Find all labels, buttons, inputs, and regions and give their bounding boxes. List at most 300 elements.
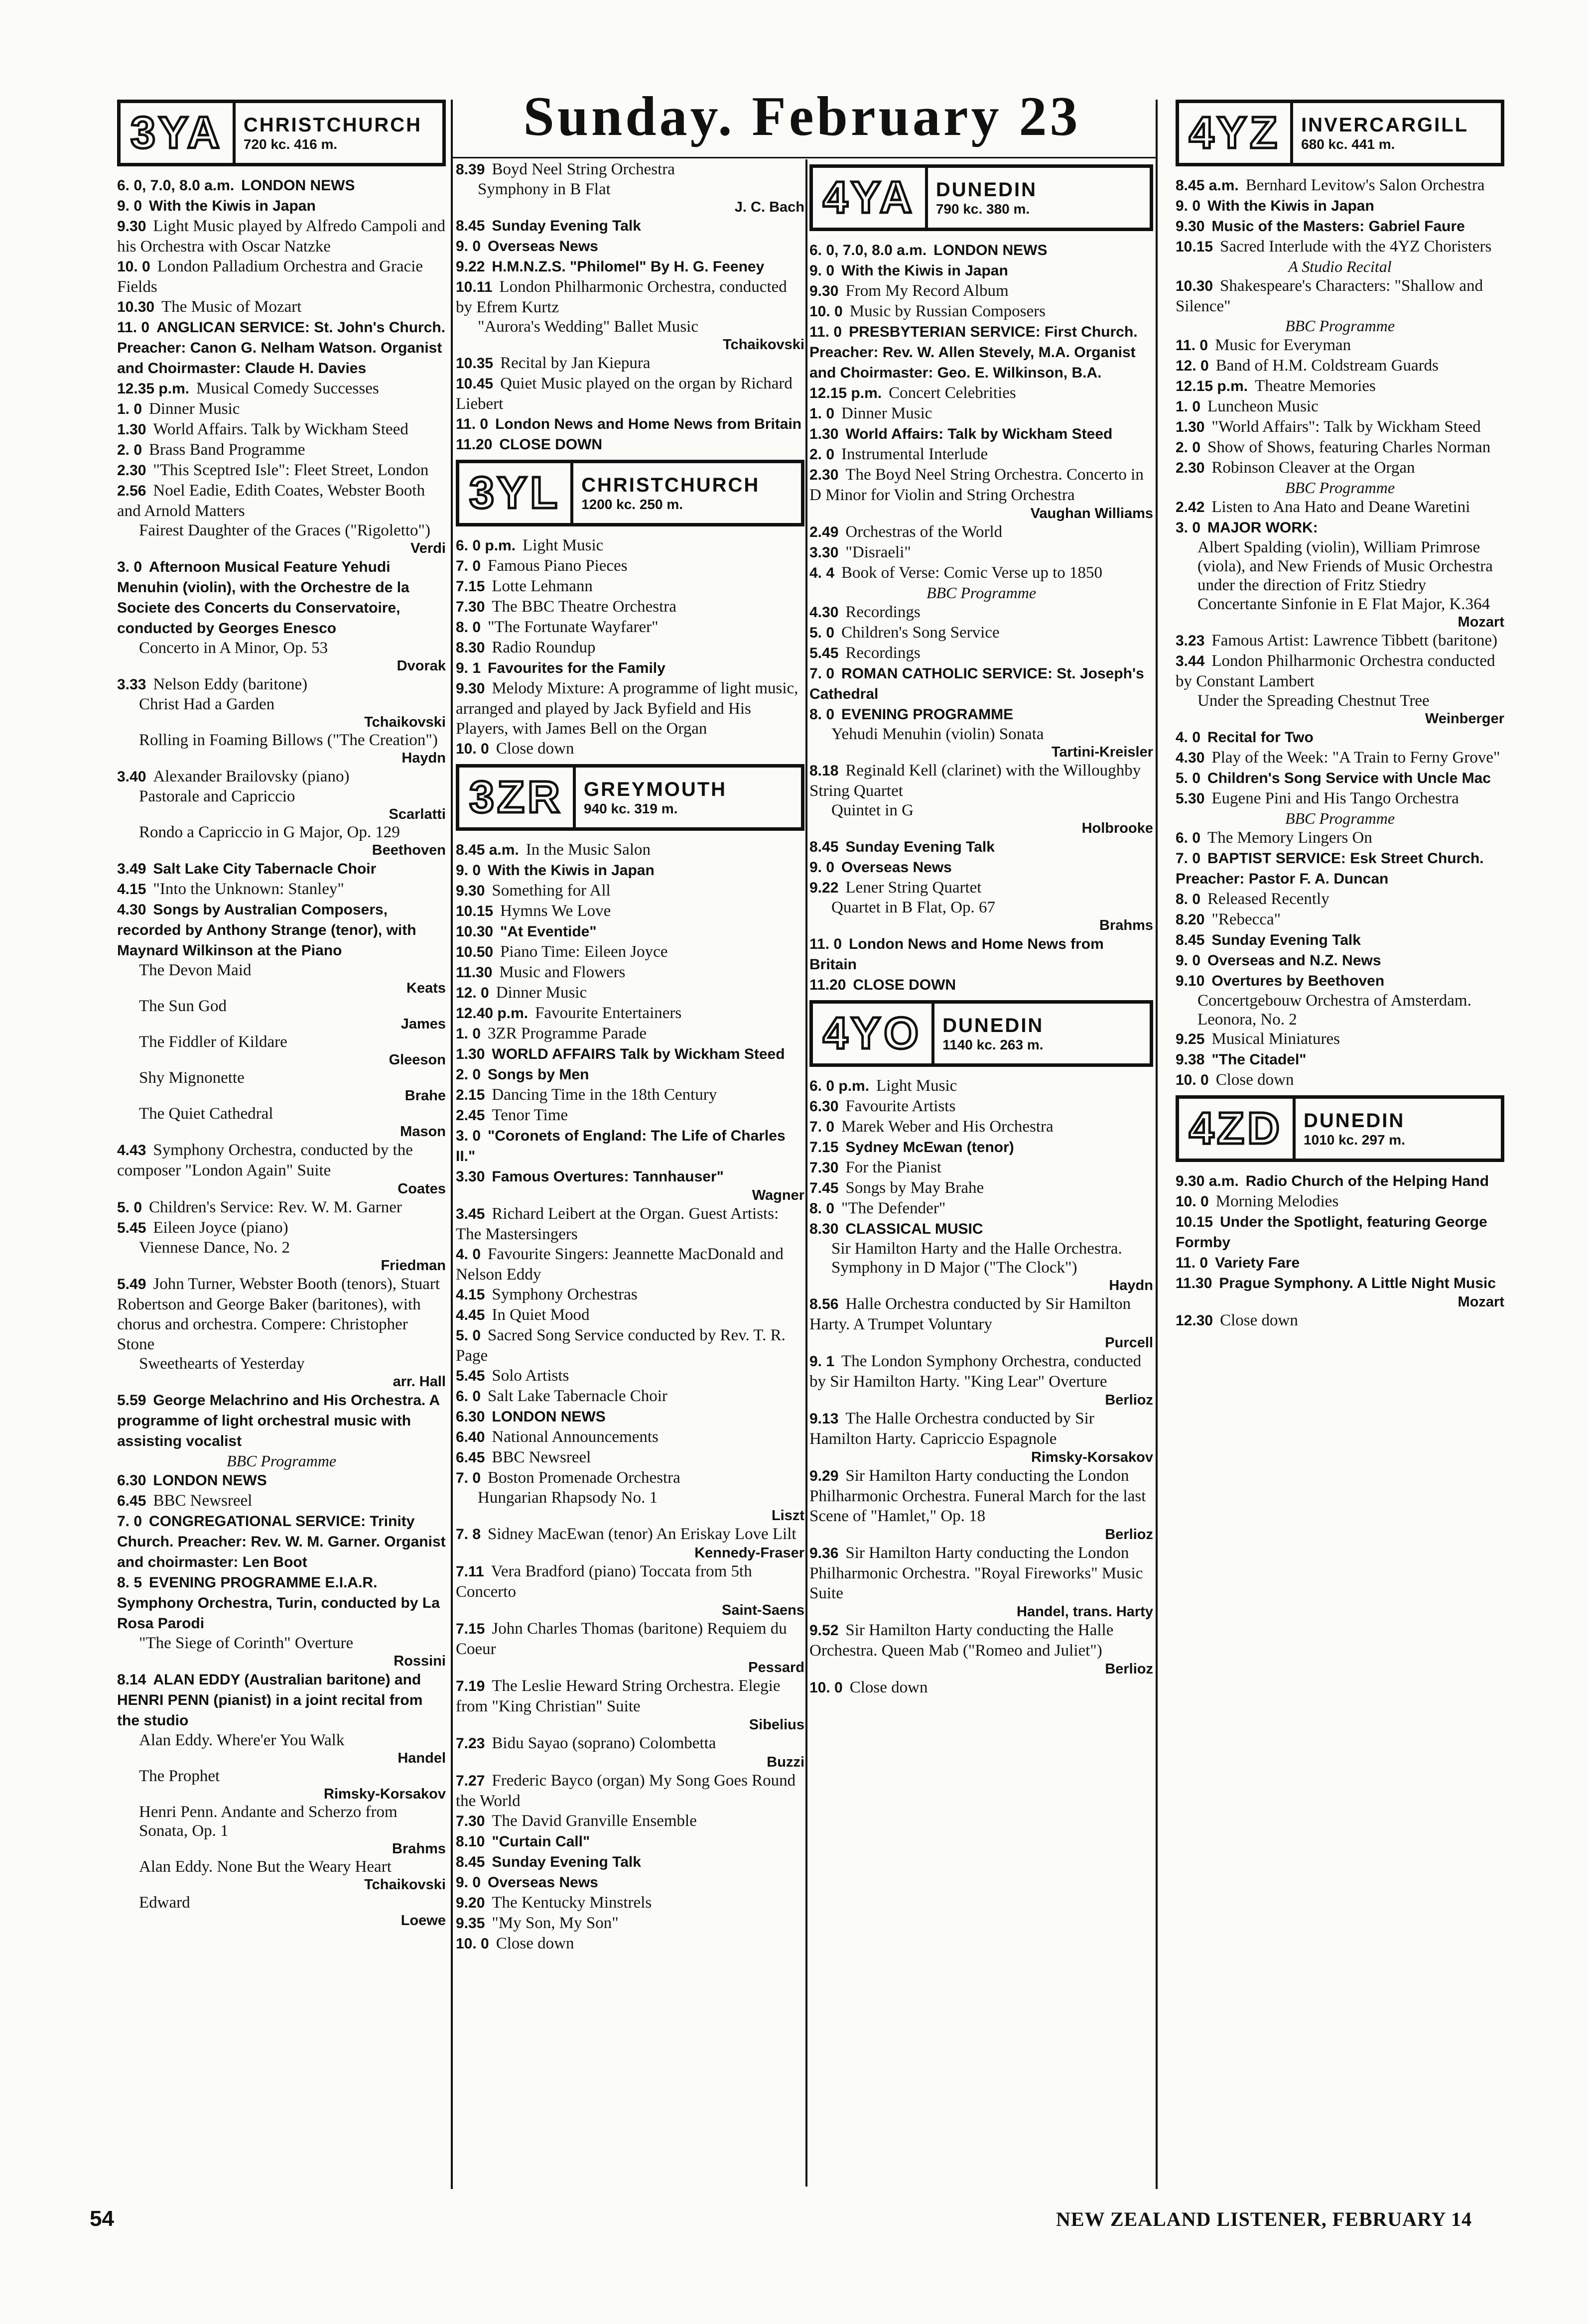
program-entry <box>809 542 1153 563</box>
program-entry <box>456 658 804 678</box>
composer: Tchaikovski <box>364 1877 446 1893</box>
program-time: 3.30 <box>809 544 839 561</box>
program-time: 7.45 <box>809 1180 839 1196</box>
program-title: Sunday Evening Talk <box>492 1854 641 1870</box>
composer: Haydn <box>1109 1278 1153 1293</box>
program-title: Tenor Time <box>492 1106 568 1124</box>
program-time: 8. 0 <box>809 1200 835 1217</box>
program-entry <box>456 414 804 434</box>
station-header-4ya <box>809 164 1153 231</box>
program-title: Robinson Cleaver at the Organ <box>1211 459 1415 477</box>
program-title: In the Music Salon <box>526 841 651 859</box>
composer: Purcell <box>1105 1335 1153 1351</box>
program-time: 4. 0 <box>1176 729 1201 746</box>
composer: Gleeson <box>389 1052 446 1068</box>
program-entry <box>809 623 1153 643</box>
program-time: 6. 0 p.m. <box>456 537 516 554</box>
program-time: 1.30 <box>117 421 146 438</box>
program-entry <box>456 1325 804 1366</box>
station-frequency: 940 kc. 319 m. <box>584 800 678 816</box>
program-entry <box>456 1126 804 1166</box>
program-time: 7.27 <box>456 1773 485 1789</box>
program-entry <box>809 403 1153 424</box>
program-time: 11. 0 <box>456 416 489 432</box>
program-time: 2.15 <box>456 1087 485 1103</box>
program-title: Solo Artists <box>492 1367 569 1385</box>
program-time: 7.30 <box>456 599 485 615</box>
program-time: 4.45 <box>456 1307 485 1323</box>
program-title: With the Kiwis in Japan <box>488 862 655 879</box>
program-time: 11. 0 <box>1176 1255 1208 1271</box>
program-title: Overtures by Beethoven <box>1211 973 1385 989</box>
program-title: Music for Everyman <box>1215 336 1351 354</box>
program-title: BBC Newsreel <box>153 1492 253 1510</box>
program-entry <box>1176 517 1504 538</box>
station-call-sign: 4ZD <box>1179 1099 1296 1159</box>
program-piece: "The Siege of Corinth" Overture <box>139 1634 354 1652</box>
station-header-4yz <box>1176 100 1504 166</box>
program-time: 12.15 p.m. <box>1176 378 1248 394</box>
program-piece: Alan Eddy. None But the Weary Heart <box>139 1858 392 1876</box>
program-entry <box>117 399 446 419</box>
program-title: Famous Overtures: Tannhauser" <box>492 1168 724 1185</box>
program-piece: The Fiddler of Kildare <box>139 1033 287 1051</box>
program-time: 8.10 <box>456 1833 485 1850</box>
publication-footer: NEW ZEALAND LISTENER, FEBRUARY 14 <box>1056 2208 1472 2230</box>
program-time: 10.30 <box>456 923 494 940</box>
program-title: Quiet Music played on the organ by Richard Liebert <box>456 375 793 413</box>
program-title: Hymns We Love <box>500 902 611 920</box>
program-title: Overseas News <box>488 238 598 255</box>
program-time: 9.10 <box>1176 973 1205 989</box>
station-header-3yl <box>456 460 804 526</box>
program-title: Sunday Evening Talk <box>492 218 641 234</box>
program-title: Theatre Memories <box>1255 377 1376 395</box>
program-time: 12.15 p.m. <box>809 385 882 401</box>
station-frequency: 720 kc. 416 m. <box>243 136 338 152</box>
program-entry <box>1176 748 1504 768</box>
program-title: Bidu Sayao (soprano) Colombetta <box>492 1734 716 1752</box>
program-entry <box>456 638 804 658</box>
program-entry <box>1176 1171 1504 1191</box>
program-time: 2.30 <box>117 462 146 479</box>
program-time: 6. 0 <box>1176 830 1201 846</box>
program-entry <box>117 1218 446 1238</box>
program-entry <box>117 1274 446 1354</box>
program-title: Boston Promenade Orchestra <box>488 1469 680 1487</box>
program-time: 3.44 <box>1176 653 1205 669</box>
page-title: Sunday. February 23 <box>523 86 1081 147</box>
program-piece: Pastorale and Capriccio <box>139 787 295 805</box>
program-title: "My Son, My Son" <box>492 1914 619 1932</box>
program-entry <box>1176 971 1504 991</box>
program-title: CLOSE DOWN <box>853 977 956 993</box>
program-time: 4. 0 <box>456 1246 481 1263</box>
program-time: 6.45 <box>117 1493 146 1509</box>
composer: James <box>400 1016 446 1032</box>
program-title: Overseas News <box>841 859 952 876</box>
program-credit: BBC Programme <box>1285 317 1395 335</box>
program-entry <box>809 1198 1153 1219</box>
station-city: GREYMOUTH <box>584 778 727 800</box>
program-time: 7.15 <box>456 1621 485 1637</box>
program-time: 4. 4 <box>809 565 835 581</box>
program-title: Recordings <box>845 644 921 662</box>
program-time: 9.22 <box>456 258 485 275</box>
program-entry <box>1176 651 1504 691</box>
composer: Wagner <box>752 1187 804 1203</box>
program-entry <box>456 1407 804 1427</box>
program-time: 5.45 <box>456 1368 485 1384</box>
program-time: 10. 0 <box>809 303 843 320</box>
program-entry <box>456 1166 804 1187</box>
program-entry <box>1176 335 1504 356</box>
program-title: Favourite Artists <box>845 1097 956 1115</box>
program-title: "Disraeli" <box>845 543 911 561</box>
column-4yz <box>1176 95 1504 1331</box>
program-title: Luncheon Music <box>1207 397 1319 415</box>
program-time: 7. 0 <box>456 558 481 574</box>
program-title: ROMAN CATHOLIC SERVICE: St. Joseph's Cathedral <box>809 665 1144 702</box>
program-title: London News and Home News from Britain <box>809 936 1104 973</box>
station-frequency: 1140 kc. 263 m. <box>942 1036 1044 1052</box>
program-time: 6.40 <box>456 1429 485 1445</box>
program-entry <box>1176 376 1504 396</box>
program-piece: Viennese Dance, No. 2 <box>139 1239 290 1257</box>
program-title: Boyd Neel String Orchestra <box>492 160 675 178</box>
program-time: 8.45 <box>456 1854 485 1870</box>
composer: Scarlatti <box>389 806 446 822</box>
program-entry <box>117 460 446 481</box>
program-entry <box>117 379 446 399</box>
program-title: The David Granville Ensemble <box>492 1812 697 1830</box>
program-entry <box>1176 631 1504 651</box>
program-time: 1. 0 <box>117 401 142 417</box>
program-piece: The Quiet Cathedral <box>139 1105 273 1123</box>
station-city: DUNEDIN <box>942 1014 1044 1036</box>
program-entry <box>456 1676 804 1716</box>
program-entry <box>456 617 804 638</box>
program-entry <box>1176 889 1504 909</box>
program-entry <box>809 240 1153 260</box>
program-time: 11.30 <box>456 964 493 981</box>
program-time: 9. 0 <box>809 859 835 876</box>
program-time: 1.30 <box>1176 419 1205 435</box>
program-title: Brass Band Programme <box>149 441 305 459</box>
program-time: 2.56 <box>117 483 146 499</box>
program-piece: Fairest Daughter of the Graces ("Rigoletto") <box>139 521 431 539</box>
program-entry <box>809 1678 1153 1698</box>
program-title: Famous Piano Pieces <box>488 557 628 575</box>
program-entry <box>809 663 1153 704</box>
program-time: 5.59 <box>117 1392 146 1409</box>
composer: Tchaikovski <box>364 714 446 730</box>
program-title: Recordings <box>845 603 921 621</box>
program-time: 10.15 <box>1176 239 1213 255</box>
program-entry <box>456 962 804 983</box>
program-title: Recital for Two <box>1207 729 1314 746</box>
program-entry <box>456 1064 804 1085</box>
program-entry <box>117 767 446 787</box>
program-title: Afternoon Musical Feature Yehudi Menuhin (violin), with the Orchestre de la Societe des Concerts du Conservatoire, conducted by Georges Enesco <box>117 559 409 637</box>
program-time: 9.30 <box>117 218 146 235</box>
program-time: 7.15 <box>456 578 485 595</box>
program-time: 5. 0 <box>456 1327 481 1344</box>
program-time: 7.30 <box>456 1813 485 1829</box>
program-title: Sir Hamilton Harty conducting the London Philharmonic Orchestra. "Royal Fireworks" Music Suite <box>809 1544 1143 1602</box>
program-title: Marek Weber and His Orchestra <box>841 1118 1054 1136</box>
program-entry <box>117 1140 446 1180</box>
program-time: 3.23 <box>1176 633 1205 649</box>
program-title: Songs by Men <box>488 1066 589 1083</box>
program-time: 8.30 <box>456 640 485 656</box>
program-time: 9. 0 <box>809 262 835 279</box>
program-entry <box>117 419 446 440</box>
program-entry <box>456 236 804 257</box>
program-time: 5.49 <box>117 1276 146 1292</box>
program-title: Close down <box>849 1678 928 1696</box>
program-time: 8.14 <box>117 1672 146 1688</box>
program-time: 6.30 <box>809 1098 839 1115</box>
program-piece: Under the Spreading Chestnut Tree <box>1197 692 1430 710</box>
program-entry <box>456 1619 804 1659</box>
program-entry <box>456 1852 804 1872</box>
program-title: Close down <box>496 1935 574 1952</box>
station-city: CHRISTCHURCH <box>581 474 760 496</box>
program-entry <box>456 1893 804 1913</box>
program-title: Dinner Music <box>841 404 932 422</box>
program-time: 10. 0 <box>1176 1193 1209 1210</box>
program-title: Radio Roundup <box>492 639 596 656</box>
program-time: 2.42 <box>1176 499 1205 516</box>
station-call-sign: 3ZR <box>459 768 576 827</box>
program-title: Sir Hamilton Harty conducting the Halle Orchestra. Queen Mab ("Romeo and Juliet") <box>809 1621 1114 1660</box>
program-entry <box>456 576 804 597</box>
program-title: Sydney McEwan (tenor) <box>845 1139 1014 1156</box>
program-entry <box>1176 1029 1504 1049</box>
program-time: 10. 0 <box>117 258 150 275</box>
program-entry <box>1176 1070 1504 1090</box>
program-entry <box>456 1447 804 1468</box>
composer: Berlioz <box>1105 1392 1153 1408</box>
program-title: CONGREGATIONAL SERVICE: Trinity Church. Preacher: Rev. W. M. Garner. Organist and choirmaster: Len Boot <box>117 1513 446 1570</box>
program-title: Sir Hamilton Harty conducting the London Philharmonic Orchestra. Funeral March for the last Scene of "Hamlet," Op. 18 <box>809 1467 1146 1525</box>
program-title: PRESBYTERIAN SERVICE: First Church. Preacher: Rev. W. Allen Stevely, M.A. Organist and Choirmaster: Geo. E. Wilkinson, B.A. <box>809 324 1138 381</box>
composer: Loewe <box>400 1913 446 1929</box>
program-title: WORLD AFFAIRS Talk by Wickham Steed <box>492 1046 785 1062</box>
program-entry <box>456 597 804 617</box>
composer: Mozart <box>1457 614 1504 630</box>
composer: Buzzi <box>767 1754 804 1770</box>
composer: Brahms <box>1099 917 1153 933</box>
program-piece: Christ Had a Garden <box>139 695 275 713</box>
composer: Friedman <box>381 1258 446 1274</box>
program-entry <box>809 1117 1153 1137</box>
program-time: 11.30 <box>1176 1275 1212 1291</box>
program-entry <box>809 1543 1153 1603</box>
program-time: 10.45 <box>456 376 494 392</box>
program-title: "Rebecca" <box>1211 910 1281 928</box>
program-list <box>1176 175 1504 1090</box>
program-entry <box>117 1390 446 1451</box>
program-time: 9.29 <box>809 1468 839 1484</box>
program-title: Light Music <box>876 1077 957 1095</box>
program-entry <box>117 1491 446 1511</box>
program-entry <box>809 934 1153 975</box>
program-title: "At Eventide" <box>500 923 597 940</box>
program-title: Band of H.M. Coldstream Guards <box>1215 357 1439 375</box>
program-title: Orchestras of the World <box>845 523 1003 541</box>
program-entry <box>809 383 1153 403</box>
program-entry <box>1176 828 1504 848</box>
program-entry <box>1176 768 1504 788</box>
program-entry <box>456 1003 804 1024</box>
program-title: Instrumental Interlude <box>841 445 988 463</box>
program-entry <box>456 1204 804 1244</box>
program-title: Variety Fare <box>1215 1255 1300 1271</box>
composer: Mozart <box>1457 1294 1504 1310</box>
program-time: 9.52 <box>809 1622 839 1639</box>
program-piece: Concertante Sinfonie in E Flat Major, K.364 <box>1197 595 1490 613</box>
program-title: Dinner Music <box>496 984 587 1002</box>
program-time: 5.45 <box>117 1220 146 1236</box>
program-title: "The Fortunate Wayfarer" <box>488 618 659 636</box>
station-call-sign: 3YL <box>459 463 573 523</box>
program-entry <box>809 1076 1153 1096</box>
program-entry <box>456 1733 804 1754</box>
program-title: Bernhard Levitow's Salon Orchestra <box>1245 176 1485 194</box>
program-entry <box>809 1219 1153 1239</box>
program-piece: Symphony in B Flat <box>478 180 611 198</box>
program-time: 3.45 <box>456 1206 485 1222</box>
program-time: 8.45 <box>809 839 839 855</box>
composer: J. C. Bach <box>734 199 804 215</box>
page-number: 54 <box>90 2206 114 2231</box>
column-divider <box>451 100 453 2189</box>
program-title: Favourite Entertainers <box>535 1004 682 1022</box>
program-time: 8.39 <box>456 161 485 178</box>
program-entry <box>809 465 1153 505</box>
program-time: 5. 0 <box>117 1199 142 1216</box>
program-entry <box>1176 1191 1504 1212</box>
station-frequency: 680 kc. 441 m. <box>1301 136 1395 152</box>
program-title: Listen to Ana Hato and Deane Waretini <box>1211 498 1470 516</box>
program-entry <box>809 975 1153 995</box>
program-title: Favourites for the Family <box>488 660 665 676</box>
program-piece: Rolling in Foaming Billows ("The Creation") <box>139 731 438 749</box>
composer: Berlioz <box>1105 1527 1153 1543</box>
program-entry <box>809 643 1153 663</box>
program-title: Shakespeare's Characters: "Shallow and Silence" <box>1176 277 1483 315</box>
program-piece: Hungarian Rhapsody No. 1 <box>478 1489 658 1507</box>
program-piece: The Sun God <box>139 997 227 1015</box>
program-time: 10.15 <box>456 903 494 919</box>
program-time: 12.40 p.m. <box>456 1005 529 1022</box>
program-time: 7. 0 <box>1176 850 1201 867</box>
program-time: 11. 0 <box>117 319 150 336</box>
program-time: 6. 0, 7.0, 8.0 a.m. <box>809 242 927 258</box>
program-time: 10.15 <box>1176 1214 1213 1230</box>
program-title: The Music of Mozart <box>161 298 302 316</box>
program-entry <box>117 175 446 196</box>
program-piece: "Aurora's Wedding" Ballet Music <box>478 318 698 336</box>
program-entry <box>456 739 804 759</box>
program-time: 1.30 <box>456 1046 485 1062</box>
program-title: Symphony Orchestras <box>492 1286 638 1303</box>
program-entry <box>456 1811 804 1831</box>
program-time: 10.30 <box>117 299 155 315</box>
program-entry <box>117 1572 446 1634</box>
program-title: London News and Home News from Britain <box>495 416 802 432</box>
station-frequency: 1010 kc. 297 m. <box>1304 1132 1405 1148</box>
program-title: Musical Miniatures <box>1211 1030 1340 1048</box>
program-title: Under the Spotlight, featuring George Formby <box>1176 1214 1487 1251</box>
program-entry <box>456 1044 804 1064</box>
program-title: Show of Shows, featuring Charles Norman <box>1207 438 1491 456</box>
program-entry <box>809 704 1153 725</box>
program-entry <box>117 481 446 521</box>
program-entry <box>809 1137 1153 1158</box>
program-title: Lener String Quartet <box>845 879 982 897</box>
program-title: With the Kiwis in Japan <box>841 262 1008 279</box>
program-time: 8.45 <box>1176 932 1205 948</box>
program-entry <box>1176 356 1504 376</box>
program-time: 9.30 <box>1176 218 1205 235</box>
program-time: 9.30 <box>809 283 839 299</box>
program-title: Piano Time: Eileen Joyce <box>500 943 668 961</box>
program-time: 2. 0 <box>117 442 142 458</box>
program-list <box>117 175 446 1929</box>
program-time: 2.45 <box>456 1107 485 1124</box>
program-time: 4.30 <box>117 902 146 918</box>
program-time: 8.56 <box>809 1296 839 1312</box>
station-call-sign: 3YA <box>121 103 236 163</box>
program-time: 10. 0 <box>456 1936 489 1952</box>
program-title: London Philharmonic Orchestra, conducted by Efrem Kurtz <box>456 278 787 316</box>
program-list <box>809 1076 1153 1698</box>
program-title: World Affairs: Talk by Wickham Steed <box>845 426 1113 442</box>
program-time: 10. 0 <box>456 741 489 757</box>
composer: Haydn <box>401 750 446 766</box>
program-time: 10.35 <box>456 355 494 372</box>
program-time: 9. 0 <box>1176 198 1201 214</box>
composer: Brahe <box>404 1088 446 1104</box>
program-entry <box>809 444 1153 465</box>
program-time: 10.11 <box>456 279 493 295</box>
program-title: Overseas News <box>488 1874 598 1891</box>
column-3ya <box>117 95 446 1929</box>
program-entry <box>456 860 804 881</box>
program-title: "Into the Unknown: Stanley" <box>153 880 344 898</box>
program-title: London Philharmonic Orchestra conducted by Constant Lambert <box>1176 652 1495 690</box>
program-title: Noel Eadie, Edith Coates, Webster Booth and Arnold Matters <box>117 482 425 520</box>
program-title: From My Record Album <box>845 282 1009 300</box>
program-time: 5. 0 <box>809 625 835 641</box>
program-title: In Quiet Mood <box>492 1306 590 1324</box>
program-entry <box>809 857 1153 878</box>
program-title: 3ZR Programme Parade <box>488 1025 647 1042</box>
program-time: 7. 0 <box>809 665 835 682</box>
program-title: Concert Celebrities <box>889 384 1016 402</box>
program-title: Something for All <box>492 882 611 900</box>
program-title: John Turner, Webster Booth (tenors), Stuart Robertson and George Baker (baritones), with chorus and orchestra. Compere: Christopher Stone <box>117 1275 440 1353</box>
program-time: 8.45 <box>456 218 485 234</box>
program-entry <box>456 1468 804 1488</box>
program-time: 9. 0 <box>456 1874 481 1891</box>
program-entry <box>809 301 1153 322</box>
program-entry <box>1176 930 1504 950</box>
composer: Tartini-Kreisler <box>1051 744 1153 760</box>
